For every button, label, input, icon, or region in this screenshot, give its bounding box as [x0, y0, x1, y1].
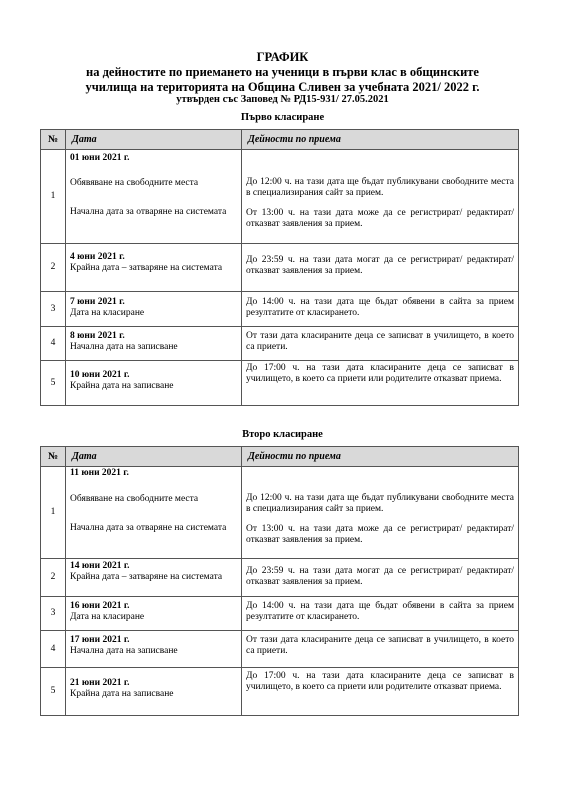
table-row: [41, 150, 519, 244]
row-item: Начална дата за отваряне на системата: [70, 207, 227, 217]
row-number: 5: [41, 361, 66, 406]
table-row: [41, 467, 519, 559]
row-activity: До 12:00 ч. на тази дата ще бъдат публикувани свободните места в специализирания сайт за прием.: [246, 493, 514, 514]
row-activity-cell: [242, 559, 519, 597]
row-activity-cell: [242, 668, 519, 716]
row-activity-cell: [242, 631, 519, 668]
row-date-cell: [66, 597, 242, 631]
row-date-cell: [66, 668, 242, 716]
document-title: ГРАФИК: [256, 50, 309, 64]
row-date: 21 юни 2021 г.: [70, 678, 130, 688]
row-activity-cell: [242, 292, 519, 327]
row-activity: От 13:00 ч. на тази дата може да се регистрират/ редактират/ отказват заявления за прием.: [246, 208, 514, 229]
row-item: Крайна дата на записване: [70, 689, 174, 699]
header-activities: Дейности по приема: [242, 447, 519, 467]
row-activity: От тази дата класираните деца се записват в училището, в което са приети.: [246, 331, 514, 352]
row-number: 1: [41, 150, 66, 244]
table-row: [41, 244, 519, 292]
row-date-cell: [66, 244, 242, 292]
row-date-cell: [66, 467, 242, 559]
document-subtitle-line2: училища на територията на Община Сливен за учебната 2021/ 2022 г.: [85, 80, 480, 94]
table-header-row: [41, 130, 519, 150]
row-activity: До 14:00 ч. на тази дата ще бъдат обявени в сайта за прием резултатите от класирането.: [246, 601, 514, 622]
row-activity-cell: [242, 150, 519, 244]
row-activity: До 14:00 ч. на тази дата ще бъдат обявени в сайта за прием резултатите от класирането.: [246, 297, 514, 318]
approval-order: утвърден със Заповед № РД15-931/ 27.05.2021: [176, 94, 389, 105]
row-date: 7 юни 2021 г.: [70, 297, 125, 307]
row-date: 10 юни 2021 г.: [70, 370, 130, 380]
row-number: 4: [41, 327, 66, 361]
row-item: Начална дата на записване: [70, 342, 178, 352]
row-item: Обявяване на свободните места: [70, 178, 199, 188]
schedule-table-first-ranking: [40, 129, 519, 406]
row-date: 4 юни 2021 г.: [70, 252, 125, 262]
row-activity: До 17:00 ч. на тази дата класираните деца се записват в училището, в което са приети или родителите отказват приема.: [246, 671, 514, 692]
row-number: 2: [41, 559, 66, 597]
table-row: [41, 668, 519, 716]
table-row: [41, 559, 519, 597]
row-number: 1: [41, 467, 66, 559]
row-number: 4: [41, 631, 66, 668]
row-activity: От 13:00 ч. на тази дата може да се регистрират/ редактират/ отказват заявления за прием.: [246, 524, 514, 545]
row-item: Начална дата за отваряне на системата: [70, 523, 227, 533]
row-item: Крайна дата – затваряне на системата: [70, 572, 223, 582]
header-date: Дата: [66, 130, 242, 150]
header-number: №: [41, 130, 66, 150]
header-activities: Дейности по приема: [242, 130, 519, 150]
row-activity: До 23:59 ч. на тази дата могат да се регистрират/ редактират/ отказват заявления за прием.: [246, 566, 514, 587]
table-row: [41, 292, 519, 327]
row-date-cell: [66, 292, 242, 327]
schedule-table-second-ranking: [40, 446, 519, 716]
row-item: Дата на класиране: [70, 308, 145, 318]
table-header-row: [41, 447, 519, 467]
row-date: 14 юни 2021 г.: [70, 561, 130, 571]
row-date: 17 юни 2021 г.: [70, 635, 130, 645]
row-item: Крайна дата – затваряне на системата: [70, 263, 223, 273]
header-date: Дата: [66, 447, 242, 467]
row-activity: До 17:00 ч. на тази дата класираните деца се записват в училището, в което са приети или родителите отказват приема.: [246, 363, 514, 384]
row-date-cell: [66, 559, 242, 597]
table-row: [41, 631, 519, 668]
row-number: 2: [41, 244, 66, 292]
header-number: №: [41, 447, 66, 467]
table-row: [41, 361, 519, 406]
document-subtitle-line1: на дейностите по приемането на ученици в първи клас в общинските: [86, 65, 479, 79]
row-number: 3: [41, 597, 66, 631]
row-date: 11 юни 2021 г.: [70, 468, 129, 478]
table-row: [41, 597, 519, 631]
row-date: 8 юни 2021 г.: [70, 331, 125, 341]
row-activity: До 12:00 ч. на тази дата ще бъдат публикувани свободните места в специализирания сайт за прием.: [246, 177, 514, 198]
row-date-cell: [66, 631, 242, 668]
row-activity: До 23:59 ч. на тази дата могат да се регистрират/ редактират/ отказват заявления за прием.: [246, 255, 514, 276]
row-item: Дата на класиране: [70, 612, 145, 622]
row-activity-cell: [242, 597, 519, 631]
row-date-cell: [66, 327, 242, 361]
row-item: Крайна дата на записване: [70, 381, 174, 391]
section-heading-second-ranking: Второ класиране: [242, 429, 323, 440]
row-activity-cell: [242, 361, 519, 406]
row-item: Обявяване на свободните места: [70, 494, 199, 504]
row-activity: От тази дата класираните деца се записват в училището, в което са приети.: [246, 635, 514, 656]
row-number: 3: [41, 292, 66, 327]
row-date-cell: [66, 361, 242, 406]
row-activity-cell: [242, 244, 519, 292]
table-row: [41, 327, 519, 361]
row-activity-cell: [242, 327, 519, 361]
row-date: 01 юни 2021 г.: [70, 153, 130, 163]
row-date: 16 юни 2021 г.: [70, 601, 130, 611]
row-item: Начална дата на записване: [70, 646, 178, 656]
section-heading-first-ranking: Първо класиране: [240, 112, 325, 123]
row-activity-cell: [242, 467, 519, 559]
row-date-cell: [66, 150, 242, 244]
row-number: 5: [41, 668, 66, 716]
